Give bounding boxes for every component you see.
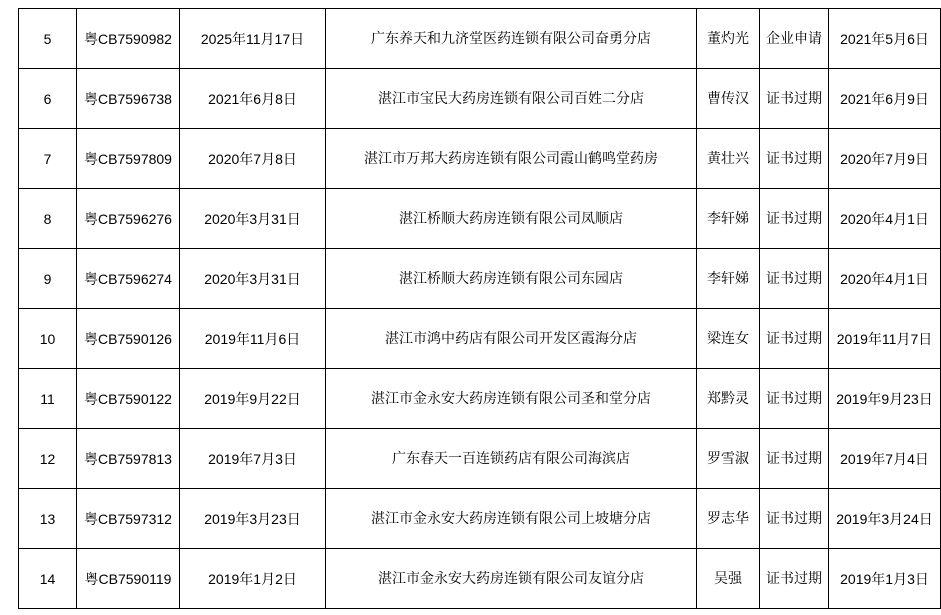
records-table: [18, 8, 941, 609]
company-name: 湛江市鸿中药店有限公司开发区霞海分店: [326, 309, 697, 369]
cancel-date: 2020年7月9日: [829, 129, 941, 189]
company-name: 湛江桥顺大药房连锁有限公司东园店: [326, 249, 697, 309]
cancel-reason: 证书过期: [760, 549, 829, 609]
cancel-reason: 证书过期: [760, 249, 829, 309]
cancel-reason: 企业申请: [760, 9, 829, 69]
records-table-body: [19, 9, 941, 609]
table-row: [19, 489, 941, 549]
person-name: 李轩娣: [697, 189, 760, 249]
cancel-reason: 证书过期: [760, 429, 829, 489]
person-name: 罗志华: [697, 489, 760, 549]
table-row: [19, 9, 941, 69]
person-name: 李轩娣: [697, 249, 760, 309]
row-number: 14: [19, 549, 77, 609]
row-number: 5: [19, 9, 77, 69]
company-name: 广东养天和九济堂医药连锁有限公司奋勇分店: [326, 9, 697, 69]
cancel-reason: 证书过期: [760, 69, 829, 129]
cancel-date: 2020年4月1日: [829, 189, 941, 249]
row-number: 11: [19, 369, 77, 429]
company-name: 湛江市金永安大药房连锁有限公司友谊分店: [326, 549, 697, 609]
issue-date: 2019年1月2日: [180, 549, 326, 609]
person-name: 董灼光: [697, 9, 760, 69]
row-number: 8: [19, 189, 77, 249]
cancel-date: 2021年6月9日: [829, 69, 941, 129]
cancel-date: 2019年3月24日: [829, 489, 941, 549]
cancel-reason: 证书过期: [760, 189, 829, 249]
certificate-number: 粤CB7596738: [77, 69, 180, 129]
cancel-date: 2021年5月6日: [829, 9, 941, 69]
row-number: 7: [19, 129, 77, 189]
cancel-reason: 证书过期: [760, 129, 829, 189]
person-name: 郑黔灵: [697, 369, 760, 429]
table-row: [19, 189, 941, 249]
certificate-number: 粤CB7596274: [77, 249, 180, 309]
issue-date: 2019年11月6日: [180, 309, 326, 369]
certificate-number: 粤CB7596276: [77, 189, 180, 249]
table-row: [19, 249, 941, 309]
cancel-date: 2019年7月4日: [829, 429, 941, 489]
company-name: 湛江市万邦大药房连锁有限公司霞山鹤鸣堂药房: [326, 129, 697, 189]
person-name: 罗雪淑: [697, 429, 760, 489]
company-name: 湛江桥顺大药房连锁有限公司凤顺店: [326, 189, 697, 249]
table-row: [19, 429, 941, 489]
company-name: 广东春天一百连锁药店有限公司海滨店: [326, 429, 697, 489]
person-name: 梁连女: [697, 309, 760, 369]
cancel-reason: 证书过期: [760, 369, 829, 429]
table-row: [19, 369, 941, 429]
issue-date: 2019年9月22日: [180, 369, 326, 429]
issue-date: 2020年7月8日: [180, 129, 326, 189]
table-row: [19, 549, 941, 609]
issue-date: 2020年3月31日: [180, 189, 326, 249]
certificate-number: 粤CB7590119: [77, 549, 180, 609]
certificate-number: 粤CB7597312: [77, 489, 180, 549]
cancel-date: 2019年1月3日: [829, 549, 941, 609]
cancel-date: 2020年4月1日: [829, 249, 941, 309]
issue-date: 2025年11月17日: [180, 9, 326, 69]
company-name: 湛江市金永安大药房连锁有限公司圣和堂分店: [326, 369, 697, 429]
company-name: 湛江市宝民大药房连锁有限公司百姓二分店: [326, 69, 697, 129]
row-number: 6: [19, 69, 77, 129]
row-number: 9: [19, 249, 77, 309]
certificate-number: 粤CB7590982: [77, 9, 180, 69]
table-row: [19, 309, 941, 369]
issue-date: 2019年3月23日: [180, 489, 326, 549]
table-row: [19, 69, 941, 129]
cancel-reason: 证书过期: [760, 309, 829, 369]
issue-date: 2021年6月8日: [180, 69, 326, 129]
row-number: 12: [19, 429, 77, 489]
issue-date: 2019年7月3日: [180, 429, 326, 489]
person-name: 吴强: [697, 549, 760, 609]
cancel-reason: 证书过期: [760, 489, 829, 549]
table-row: [19, 129, 941, 189]
row-number: 13: [19, 489, 77, 549]
person-name: 曹传汉: [697, 69, 760, 129]
person-name: 黄壮兴: [697, 129, 760, 189]
cancel-date: 2019年11月7日: [829, 309, 941, 369]
company-name: 湛江市金永安大药房连锁有限公司上坡塘分店: [326, 489, 697, 549]
certificate-number: 粤CB7590122: [77, 369, 180, 429]
certificate-number: 粤CB7590126: [77, 309, 180, 369]
certificate-number: 粤CB7597813: [77, 429, 180, 489]
cancel-date: 2019年9月23日: [829, 369, 941, 429]
issue-date: 2020年3月31日: [180, 249, 326, 309]
certificate-number: 粤CB7597809: [77, 129, 180, 189]
row-number: 10: [19, 309, 77, 369]
